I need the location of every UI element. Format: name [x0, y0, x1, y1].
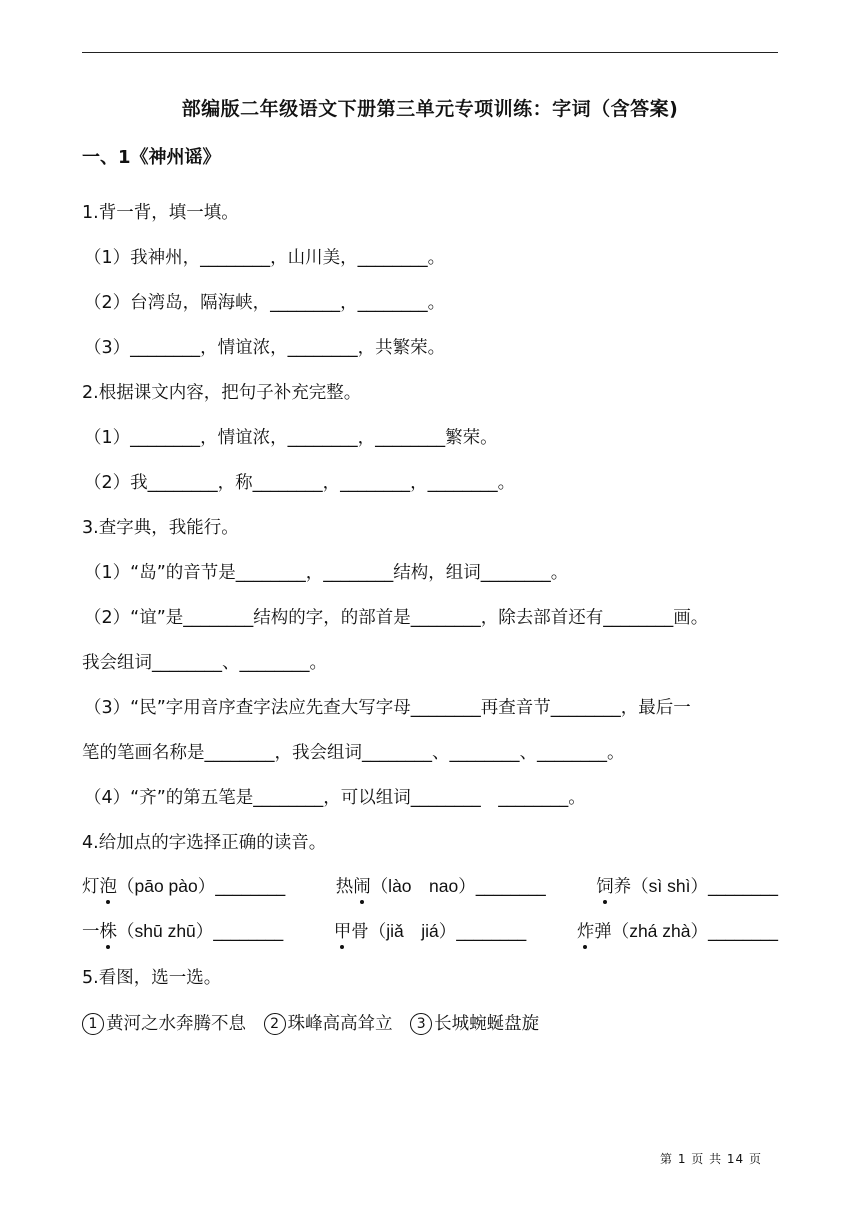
- picture-option: 2 珠峰高高耸立: [264, 1014, 393, 1034]
- pinyin-choice: 甲骨（jiǎ jiá）________: [333, 921, 527, 942]
- picture-options: [82, 1012, 778, 1036]
- question-3-item-continued: 我会组词________、________。: [82, 653, 327, 673]
- question-3-item: （4）“齐”的第五笔是________，可以组词________ ________。: [84, 788, 586, 808]
- question-3-item-continued: 笔的笔画名称是________，我会组词________、________、________。: [82, 743, 625, 763]
- question-2-item: （1）________，情谊浓，________，________繁荣。: [84, 428, 498, 448]
- question-5-heading: 5.看图，选一选。: [82, 968, 222, 988]
- question-3-item: （1）“岛”的音节是________，________结构，组词________。: [84, 563, 569, 583]
- pinyin-choice-row: [82, 874, 778, 899]
- dotted-character: 炸: [576, 922, 595, 942]
- answer-blank: ________: [215, 877, 286, 897]
- dotted-character: 株: [99, 922, 117, 942]
- dotted-character: 闹: [353, 877, 371, 897]
- answer-blank: ________: [708, 877, 778, 897]
- document-title: 部编版二年级语文下册第三单元专项训练：字词（含答案): [181, 98, 679, 120]
- circled-number: 2: [264, 1013, 286, 1035]
- pinyin-choice: 饲养（sì shì）________: [596, 876, 778, 897]
- question-3-item: （2）“谊”是________结构的字，的部首是________，除去部首还有________画。: [84, 608, 709, 628]
- picture-option: 3 长城蜿蜒盘旋: [410, 1014, 539, 1034]
- dotted-character: 泡: [99, 877, 117, 897]
- answer-blank: ________: [475, 877, 546, 897]
- question-1-item: （2）台湾岛，隔海峡，________，________。: [84, 293, 446, 313]
- header-rule: [82, 52, 778, 53]
- question-3-heading: 3.查字典，我能行。: [82, 518, 239, 538]
- pinyin-choice: 热闹（lào nao）________: [335, 876, 546, 897]
- question-3-item: （3）“民”字用音序查字法应先查大写字母________再查音节________，最后一: [84, 698, 691, 718]
- pinyin-choice: 炸弹（zhá zhà）________: [576, 921, 778, 942]
- question-1-item: （1）我神州，________，山川美，________。: [84, 248, 446, 268]
- picture-option: 1 黄河之水奔腾不息: [82, 1014, 246, 1034]
- circled-number: 3: [410, 1013, 432, 1035]
- pinyin-choice-row: [82, 919, 778, 944]
- page-number: 第 1 页 共 14 页: [660, 1152, 762, 1166]
- answer-blank: ________: [708, 922, 778, 942]
- pinyin-choice: 一株（shū zhū）________: [82, 921, 284, 942]
- dotted-character: 饲: [596, 877, 614, 897]
- circled-number: 1: [82, 1013, 104, 1035]
- pinyin-choice: 灯泡（pāo pào）________: [82, 876, 286, 897]
- dotted-character: 甲: [333, 922, 352, 942]
- question-2-heading: 2.根据课文内容，把句子补充完整。: [82, 383, 362, 403]
- question-1-item: （3）________，情谊浓，________，共繁荣。: [84, 338, 446, 358]
- answer-blank: ________: [213, 922, 284, 942]
- question-1-heading: 1.背一背，填一填。: [82, 203, 239, 223]
- answer-blank: ________: [456, 922, 527, 942]
- question-4-heading: 4.给加点的字选择正确的读音。: [82, 833, 327, 853]
- section-heading: 一、1《神州谣》: [82, 147, 221, 168]
- question-2-item: （2）我________，称________，________，________。: [84, 473, 516, 493]
